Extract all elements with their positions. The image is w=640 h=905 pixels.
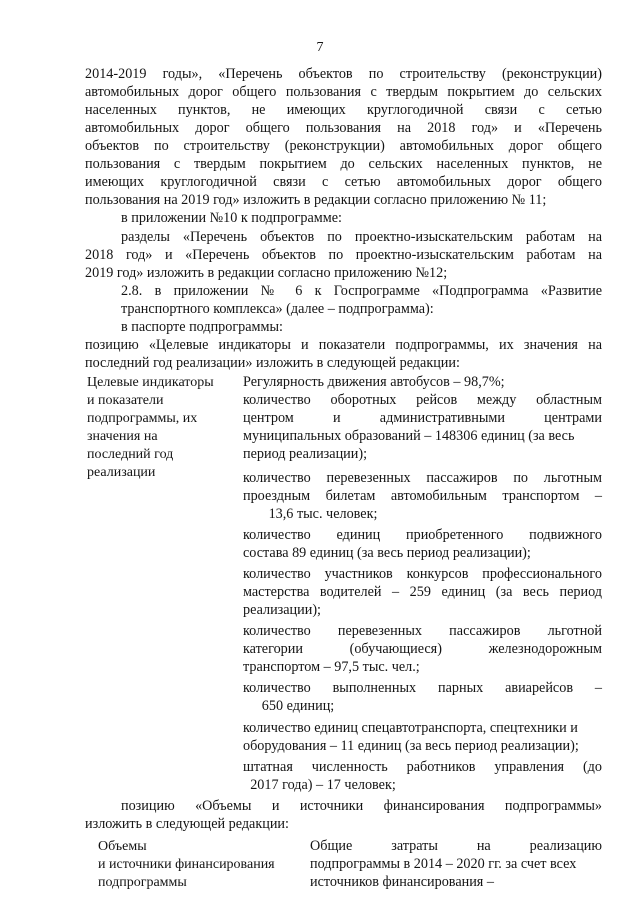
- indicator-line: оборудования – 11 единиц (за весь период реализации);: [243, 738, 579, 754]
- text-line: автомобильных дорог общего пользования на 2018 год» и «Перечень: [85, 120, 602, 136]
- funding-line: Общие затраты на реализацию: [310, 838, 602, 854]
- text-line: 2014-2019 годы», «Перечень объектов по строительству (реконструкции): [85, 66, 602, 82]
- funding-line: источников финансирования –: [310, 874, 494, 890]
- indicator-line: категории (обучающиеся) железнодорожным: [243, 641, 602, 657]
- indicator-line: проездным билетам автомобильным транспортом –: [243, 488, 602, 504]
- indicator-line: количество перевезенных пассажиров льготной: [243, 623, 602, 639]
- indicator-line: мастерства водителей – 259 единиц (за весь период: [243, 584, 602, 600]
- text-line: последний год реализации» изложить в следующей редакции:: [85, 355, 460, 371]
- label-line: подпрограммы: [98, 875, 187, 890]
- indicator-line: Регулярность движения автобусов – 98,7%;: [243, 374, 505, 390]
- appendix-10-heading: в приложении №10 к подпрограмме:: [121, 210, 342, 226]
- text-line: позицию «Целевые индикаторы и показатели подпрограммы, их значения на: [85, 337, 602, 353]
- text-line: изложить в следующей редакции:: [85, 816, 289, 832]
- label-line: значения на: [87, 429, 158, 444]
- indicator-line: 2017 года) – 17 человек;: [250, 777, 396, 793]
- text-line: автомобильных дорог общего пользования с твердым покрытием до сельских: [85, 84, 602, 100]
- label-line: подпрограммы, их: [87, 411, 198, 426]
- text-line: разделы «Перечень объектов по проектно-изыскательским работам на: [121, 229, 602, 245]
- label-line: реализации: [87, 465, 156, 480]
- text-line: пользования с твердым покрытием до сельских населенных пунктов, не: [85, 156, 602, 172]
- indicator-line: муниципальных образований – 148306 единиц (за весь: [243, 428, 575, 444]
- passport-heading: в паспорте подпрограммы:: [121, 319, 283, 335]
- indicator-line: количество участников конкурсов профессионального: [243, 566, 602, 582]
- indicator-line: количество единиц спецавтотранспорта, спецтехники и: [243, 720, 578, 736]
- label-line: Целевые индикаторы: [87, 375, 214, 390]
- label-line: и источники финансирования: [98, 857, 275, 872]
- label-line: Объемы: [98, 839, 147, 854]
- text-line: объектов по строительству (реконструкции) автомобильных дорог общего: [85, 138, 602, 154]
- indicator-line: 650 единиц;: [261, 698, 335, 714]
- text-line: 2019 год» изложить в редакции согласно приложению №12;: [85, 265, 448, 281]
- indicator-line: состава 89 единиц (за весь период реализации);: [243, 545, 531, 561]
- indicator-line: центром и административными центрами: [243, 410, 602, 426]
- text-line: позицию «Объемы и источники финансирования подпрограммы»: [121, 798, 602, 814]
- funding-line: подпрограммы в 2014 – 2020 гг. за счет всех: [310, 856, 577, 872]
- indicator-line: транспортом – 97,5 тыс. чел.;: [243, 659, 420, 675]
- indicator-line: количество перевезенных пассажиров по льготным: [243, 470, 602, 486]
- indicator-line: 13,6 тыс. человек;: [268, 506, 378, 522]
- indicator-line: количество выполненных парных авиарейсов –: [243, 680, 602, 696]
- text-line: 2.8. в приложении № 6 к Госпрограмме «Подпрограмма «Развитие: [121, 283, 602, 299]
- indicator-line: период реализации);: [243, 446, 368, 462]
- label-line: последний год: [87, 447, 174, 462]
- indicator-line: реализации);: [243, 602, 322, 618]
- text-line: населенных пунктов, не имеющих круглогодичной связи с сетью: [85, 102, 602, 118]
- text-line: 2018 год» и «Перечень объектов по проектно-изыскательским работам на: [85, 247, 602, 263]
- indicator-line: количество единиц приобретенного подвижного: [243, 527, 602, 543]
- indicator-line: штатная численность работников управления (до: [243, 759, 602, 775]
- text-line: транспортного комплекса» (далее – подпрограмма):: [121, 301, 434, 317]
- text-line: имеющих круглогодичной связи с сетью автомобильных дорог общего: [85, 174, 602, 190]
- page-number: 7: [316, 40, 324, 55]
- text-line: пользования на 2019 год» изложить в редакции согласно приложению № 11;: [85, 192, 547, 208]
- indicator-line: количество оборотных рейсов между областным: [243, 392, 602, 408]
- label-line: и показатели: [87, 393, 164, 408]
